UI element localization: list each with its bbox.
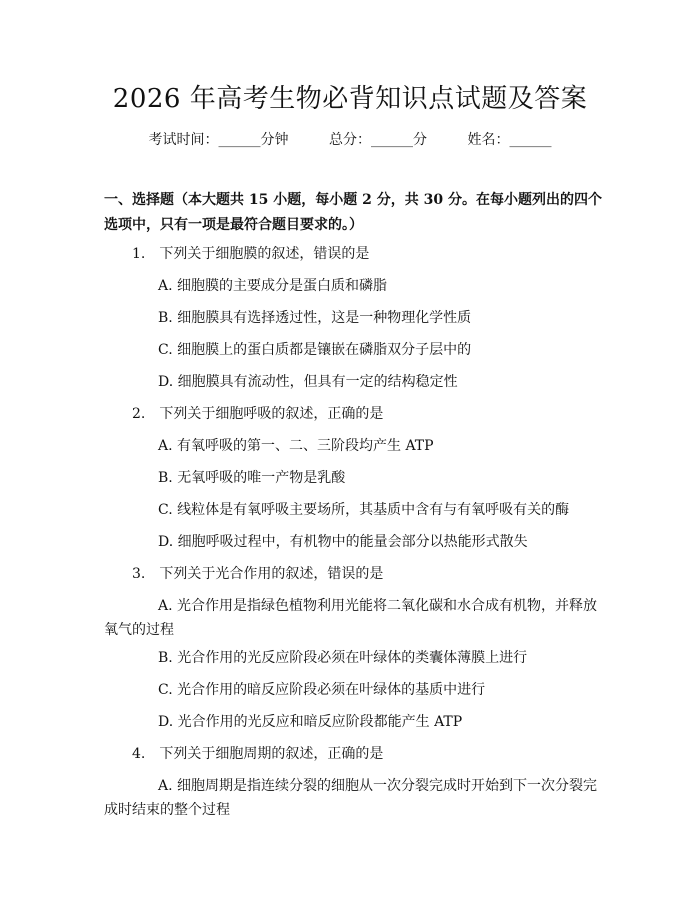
question-stem: 3. 下列关于光合作用的叙述，错误的是 xyxy=(132,566,384,582)
question-option: D. 光合作用的光反应和暗反应阶段都能产生 ATP xyxy=(158,714,463,730)
exam-meta xyxy=(0,130,700,150)
question-option: A. 光合作用是指绿色植物利用光能将二氧化碳和水合成有机物，并释放氧气的过程 xyxy=(104,598,598,638)
question-stem: 2. 下列关于细胞呼吸的叙述，正确的是 xyxy=(132,406,384,422)
question-option: A. 有氧呼吸的第一、二、三阶段均产生 ATP xyxy=(158,438,434,454)
question-option: C. 细胞膜上的蛋白质都是镶嵌在磷脂双分子层中的 xyxy=(158,342,472,358)
question-option: B. 细胞膜具有选择透过性，这是一种物理化学性质 xyxy=(158,310,472,326)
question-option: A. 细胞周期是指连续分裂的细胞从一次分裂完成时开始到下一次分裂完成时结束的整个过程 xyxy=(104,778,598,818)
exam-time-field: 考试时间：______分钟 xyxy=(148,132,289,148)
question-option: D. 细胞呼吸过程中，有机物中的能量会部分以热能形式散失 xyxy=(158,534,528,550)
section-heading: 一、选择题（本大题共 15 小题，每小题 2 分，共 30 分。在每小题列出的四个选项中，只有一项是最符合题目要求的。） xyxy=(104,192,602,233)
student-name-field: 姓名：______ xyxy=(467,132,552,148)
total-score-field: 总分：______分 xyxy=(329,132,427,148)
question-option: B. 光合作用的光反应阶段必须在叶绿体的类囊体薄膜上进行 xyxy=(158,650,528,666)
page-title: 2026 年高考生物必背知识点试题及答案 xyxy=(112,84,588,114)
question-option: C. 线粒体是有氧呼吸主要场所，其基质中含有与有氧呼吸有关的酶 xyxy=(158,502,570,518)
question-option: D. 细胞膜具有流动性，但具有一定的结构稳定性 xyxy=(158,374,458,390)
question-option: B. 无氧呼吸的唯一产物是乳酸 xyxy=(158,470,346,486)
question-stem: 4. 下列关于细胞周期的叙述，正确的是 xyxy=(132,746,384,762)
question-option: C. 光合作用的暗反应阶段必须在叶绿体的基质中进行 xyxy=(158,682,486,698)
question-option: A. 细胞膜的主要成分是蛋白质和磷脂 xyxy=(158,278,388,294)
question-stem: 1. 下列关于细胞膜的叙述，错误的是 xyxy=(132,246,370,262)
